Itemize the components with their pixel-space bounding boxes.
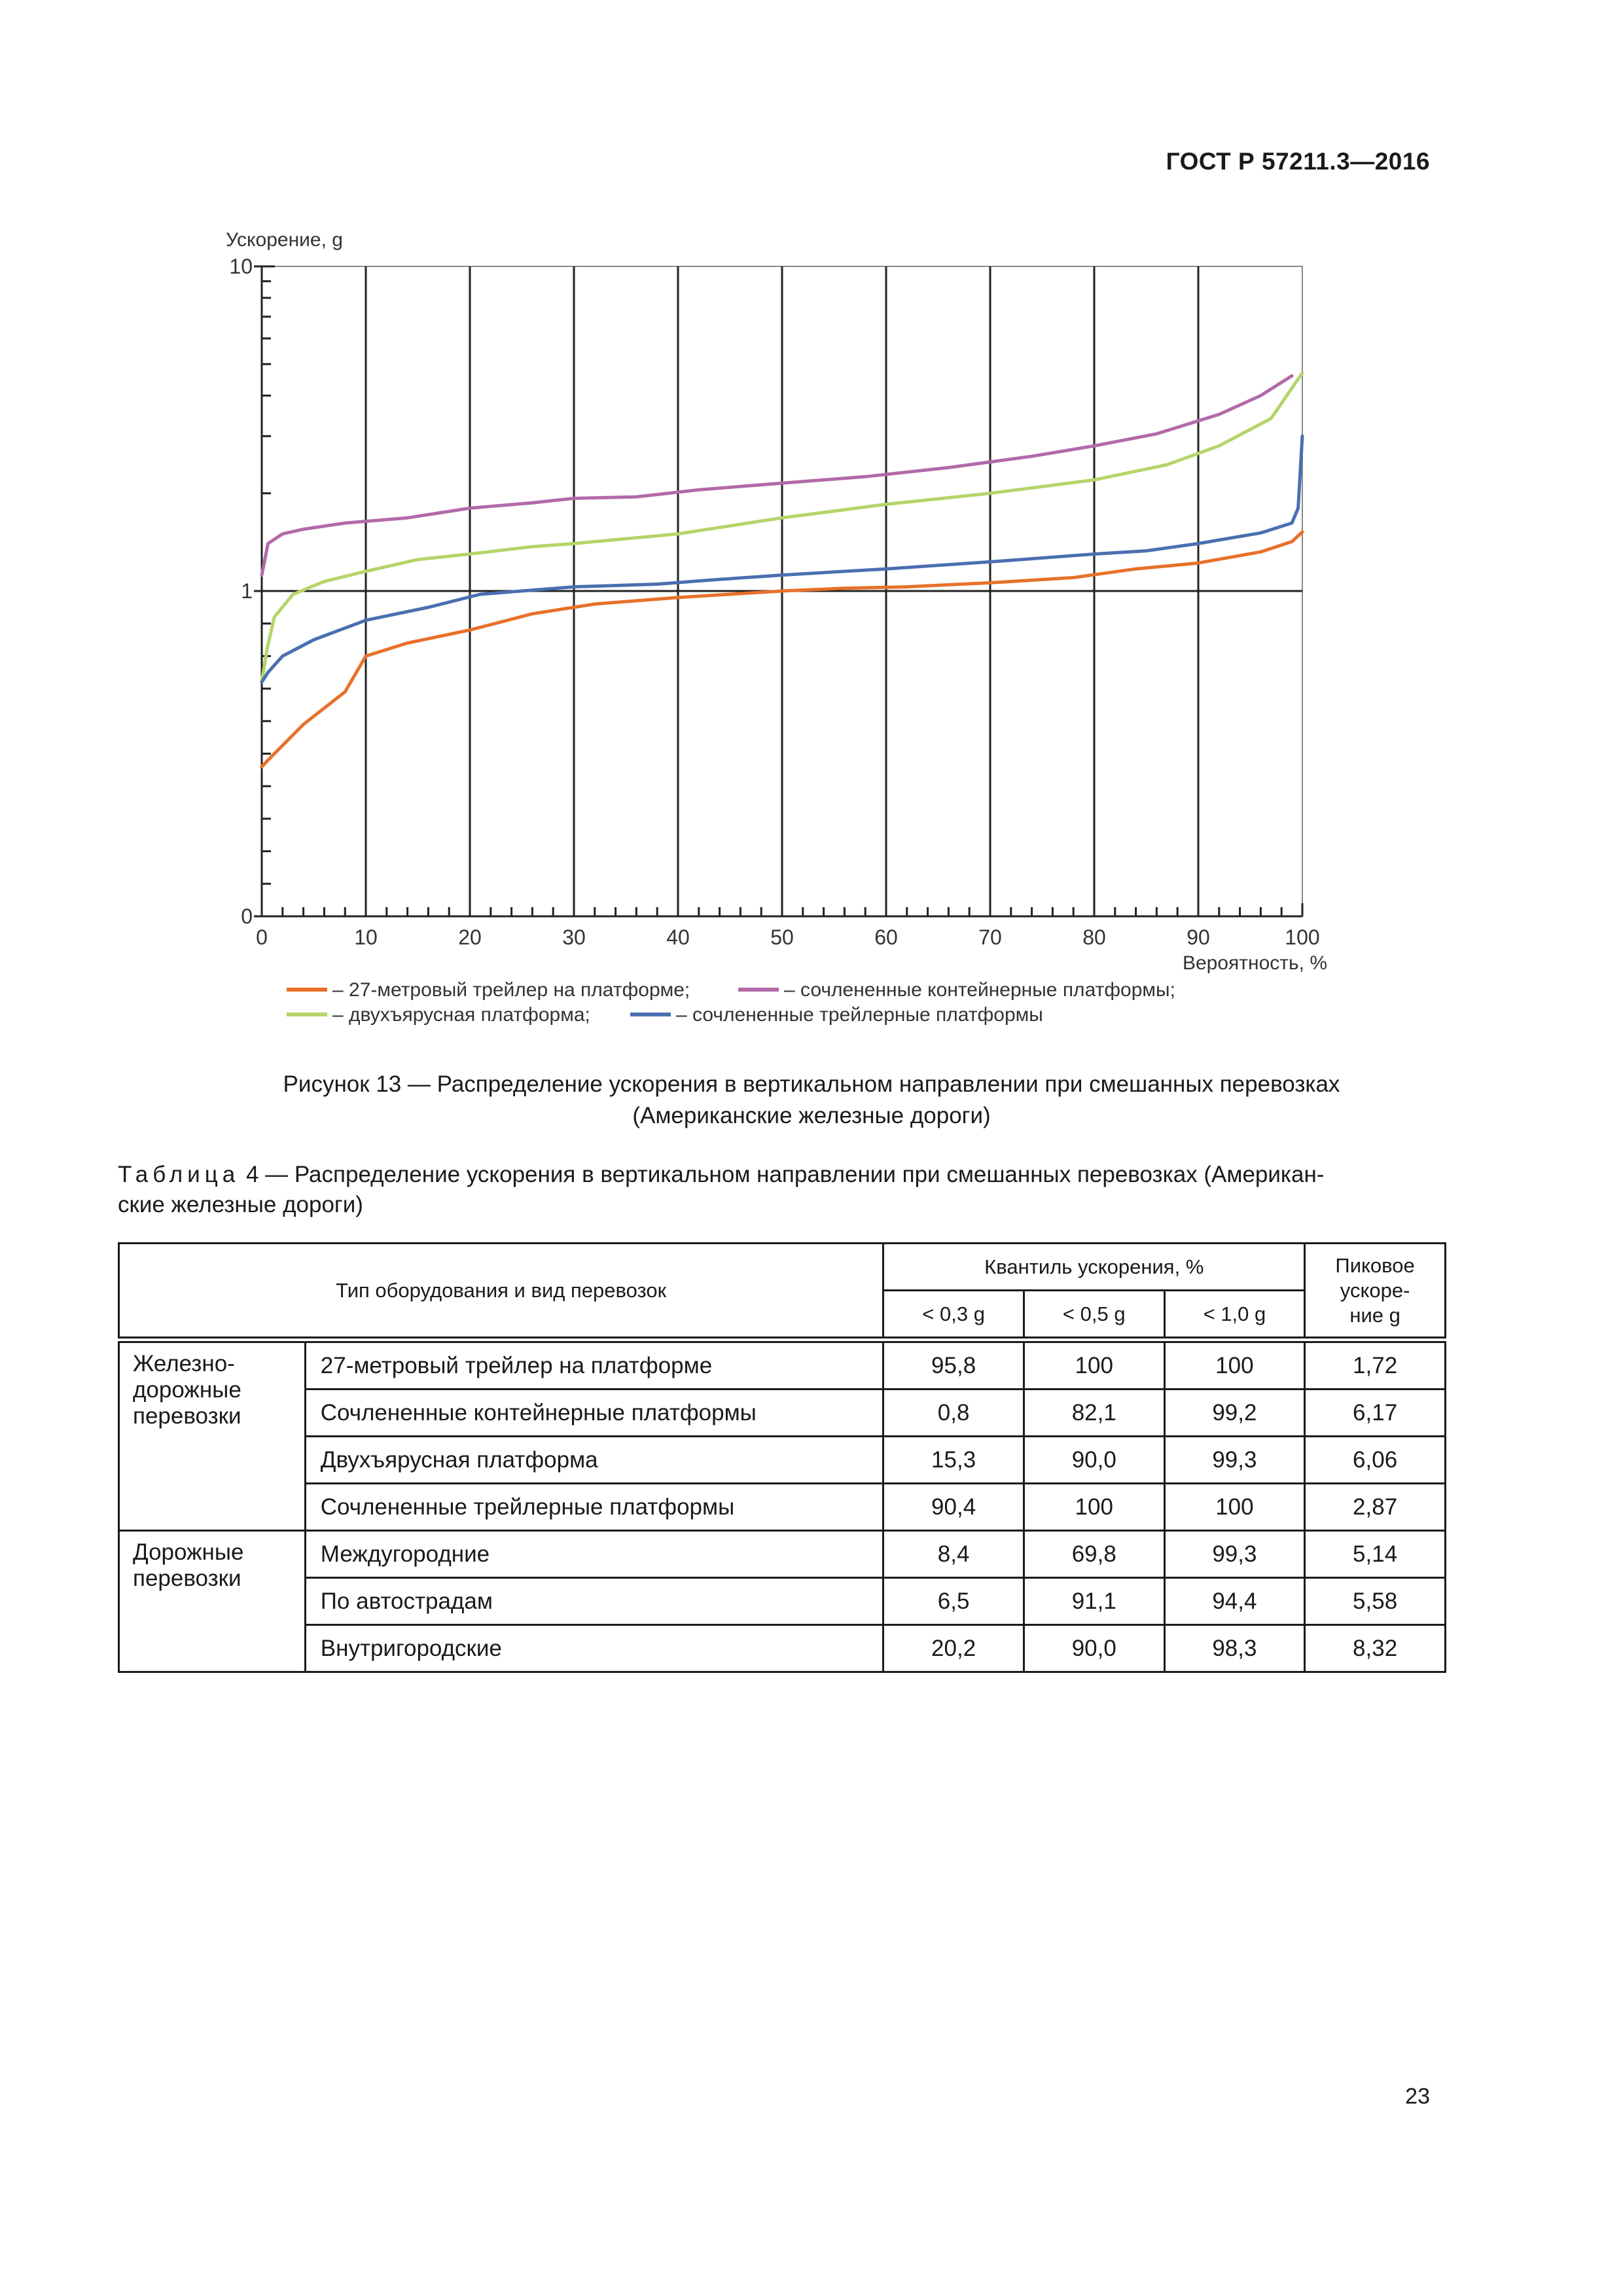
header-q3: < 1,0 g [1164,1291,1305,1338]
x-tick-label: 70 [978,925,1002,949]
x-tick-label: 90 [1186,925,1210,949]
group-label-rail [119,1342,306,1531]
group-rail-line1: Железно- [133,1351,235,1376]
acceleration-chart [0,0,1623,1047]
cell-peak: 6,17 [1305,1390,1446,1437]
figure-caption-line1: Рисунок 13 — Распределение ускорения в вертикальном направлении при смешанных перевозках [283,1071,1340,1097]
group-label-road [119,1531,306,1672]
legend-label: – сочлененные контейнерные платформы; [784,979,1175,1001]
cell-q3: 94,4 [1164,1578,1305,1625]
cell-q2: 69,8 [1024,1531,1164,1578]
x-tick-label: 30 [562,925,586,949]
cell-q3: 99,2 [1164,1390,1305,1437]
x-tick-label: 20 [458,925,482,949]
cell-peak: 8,32 [1305,1625,1446,1672]
legend-label: – сочлененные трейлерные платформы [676,1004,1043,1026]
table-row [119,1437,1446,1484]
cell-q1: 8,4 [883,1531,1024,1578]
cell-q1: 15,3 [883,1437,1024,1484]
y-tick-label: 10 [229,255,253,278]
table-title-rest: 4 — Распределение ускорения в вертикальном направлении при смешанных перевозках (Американ- [240,1162,1325,1187]
cell-q2: 91,1 [1024,1578,1164,1625]
legend-label: – двухъярусная платформа; [332,1004,590,1026]
cell-q2: 100 [1024,1484,1164,1531]
row-name: 27-метровый трейлер на платформе [305,1342,883,1390]
group-road-line1: Дорожные [133,1539,244,1565]
x-tick-label: 10 [354,925,378,949]
cell-q3: 100 [1164,1342,1305,1390]
cell-peak: 6,06 [1305,1437,1446,1484]
figure-caption [0,1069,1623,1132]
table-row [119,1484,1446,1531]
row-name: Междугородние [305,1531,883,1578]
row-name: Сочлененные контейнерные платформы [305,1390,883,1437]
group-rail-line2: дорожные [133,1377,241,1403]
table-title [118,1160,1446,1220]
header-peak [1305,1244,1446,1338]
row-name: Внутригородские [305,1625,883,1672]
series-line-2 [262,376,1292,575]
x-axis-label: Вероятность, % [1182,952,1327,974]
x-tick-label: 80 [1082,925,1106,949]
cell-peak: 5,14 [1305,1531,1446,1578]
cell-q2: 90,0 [1024,1625,1164,1672]
table-title-line2: ские железные дороги) [118,1192,363,1217]
header-quantile-group: Квантиль ускорения, % [883,1244,1305,1291]
cell-q2: 82,1 [1024,1390,1164,1437]
x-tick-label: 0 [256,925,268,949]
figure-caption-line2: (Американские железные дороги) [632,1103,991,1128]
x-tick-label: 50 [770,925,794,949]
cell-q3: 99,3 [1164,1531,1305,1578]
header-peak-line2: ускоре- [1340,1278,1410,1302]
y-axis-label: Ускорение, g [226,229,343,251]
row-name: По автострадам [305,1578,883,1625]
cell-q3: 99,3 [1164,1437,1305,1484]
cell-q2: 90,0 [1024,1437,1164,1484]
cell-q3: 100 [1164,1484,1305,1531]
page-number: 23 [1405,2084,1430,2109]
cell-peak: 5,58 [1305,1578,1446,1625]
x-tick-label: 40 [666,925,690,949]
header-peak-line3: ние g [1349,1303,1400,1327]
table-row [119,1578,1446,1625]
group-rail-line3: перевозки [133,1403,241,1429]
table-row [119,1342,1446,1390]
row-name: Сочлененные трейлерные платформы [305,1484,883,1531]
cell-q2: 100 [1024,1342,1164,1390]
cell-q1: 6,5 [883,1578,1024,1625]
cell-peak: 2,87 [1305,1484,1446,1531]
x-tick-label: 100 [1285,925,1320,949]
cell-q1: 20,2 [883,1625,1024,1672]
header-peak-line1: Пиковое [1335,1253,1415,1277]
acceleration-table [118,1242,1446,1673]
header-q2: < 0,5 g [1024,1291,1164,1338]
table-row [119,1531,1446,1578]
chart-ticks [229,255,1319,949]
cell-q3: 98,3 [1164,1625,1305,1672]
table-row [119,1390,1446,1437]
cell-q1: 90,4 [883,1484,1024,1531]
table-title-prefix: Таблица [118,1162,240,1187]
y-tick-label: 0 [241,905,253,928]
chart-legend [287,979,1175,1026]
x-tick-label: 60 [874,925,898,949]
y-tick-label: 1 [241,579,253,603]
header-q1: < 0,3 g [883,1291,1024,1338]
cell-q1: 0,8 [883,1390,1024,1437]
document-id: ГОСТ Р 57211.3—2016 [1166,148,1430,175]
cell-q1: 95,8 [883,1342,1024,1390]
table-row [119,1625,1446,1672]
legend-label: – 27-метровый трейлер на платформе; [332,979,690,1001]
cell-peak: 1,72 [1305,1342,1446,1390]
header-equipment-type: Тип оборудования и вид перевозок [119,1244,883,1338]
row-name: Двухъярусная платформа [305,1437,883,1484]
group-road-line2: перевозки [133,1566,241,1591]
